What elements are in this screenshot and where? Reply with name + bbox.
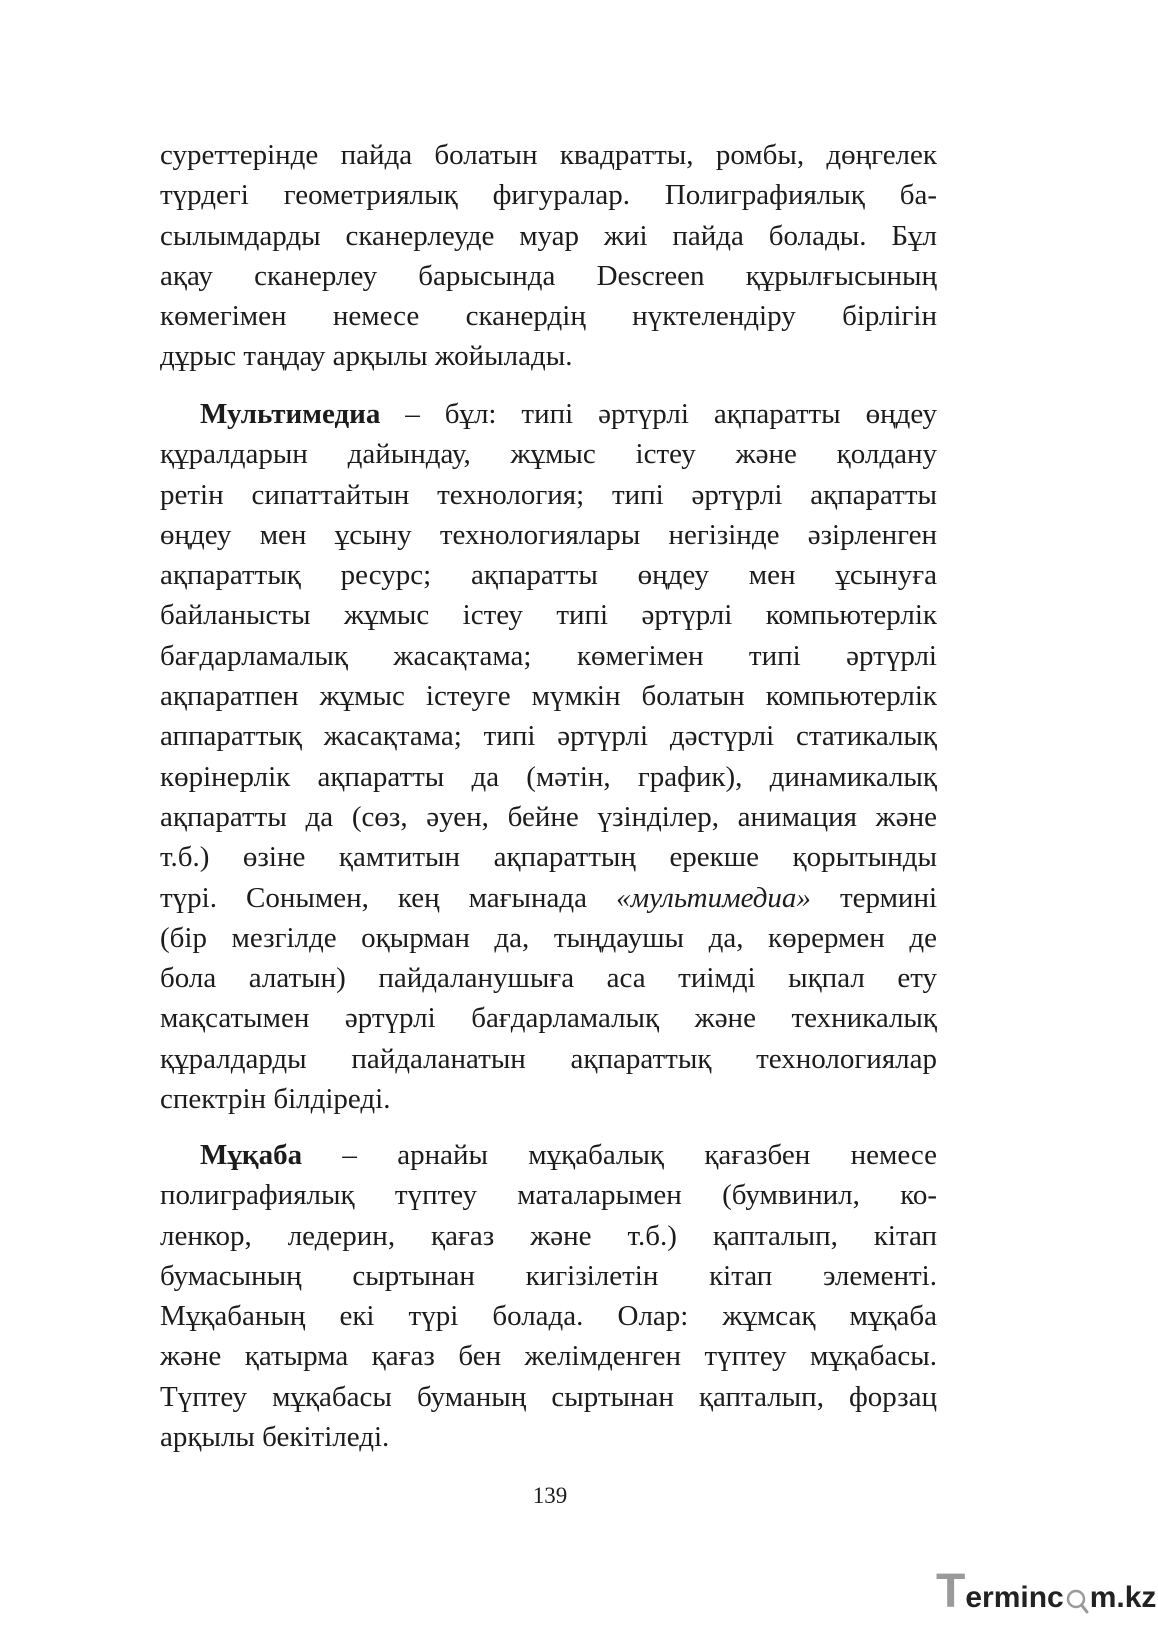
- text-line: ақпараттық ресурс; ақпаратты өңдеу мен ұсынуға: [160, 559, 937, 592]
- text-line: аппараттық жасақтама; типі әртүрлі дәстүрлі статикалық: [160, 720, 937, 753]
- text-line: ленкор, ледерин, қағаз және т.б.) қапталып, кітап: [160, 1219, 937, 1252]
- text-line: көмегімен немесе сканердің нүктелендіру бірлігін: [160, 300, 937, 333]
- text-line: [160, 1135, 937, 1175]
- paragraph-mukaba: [160, 1135, 937, 1457]
- term-mukaba: Мұқаба: [200, 1139, 303, 1171]
- text-line: Түптеу мұқабасы буманың сыртынан қапталып, форзац: [160, 1380, 937, 1413]
- text-line: байланысты жұмыс істеу типі әртүрлі компьютерлік: [160, 599, 937, 632]
- text-line: түрдегі геометриялық фигуралар. Полиграфиялық ба-: [160, 179, 937, 212]
- text-line-rest: – арнайы мұқабалық қағазбен немесе: [342, 1139, 937, 1171]
- text-line: бумасының сыртынан кигізілетін кітап элементі.: [160, 1259, 937, 1292]
- term-multimedia: Мультимедиа: [200, 398, 381, 430]
- text-line: ақпаратты да (сөз, әуен, бейне үзінділер, анимация және: [160, 800, 937, 833]
- text-line: өңдеу мен ұсыну технологиялары негізінде әзірленген: [160, 518, 937, 551]
- magnifier-icon: [1065, 1584, 1089, 1614]
- text-line: құралдарын дайындау, жұмыс істеу және қолдану: [160, 438, 937, 471]
- text-line: көрінерлік ақпаратты да (мәтін, график), динамикалық: [160, 760, 937, 793]
- italic-term: «мультимедиа»: [616, 881, 811, 914]
- text-segment: түрі. Сонымен, кең мағынада: [160, 881, 588, 914]
- text-line: бағдарламалық жасақтама; көмегімен типі әртүрлі: [160, 639, 937, 672]
- watermark-logo: [936, 1565, 1157, 1618]
- text-line: дұрыс таңдау арқылы жойылады.: [160, 340, 573, 373]
- text-line: сылымдарды сканерлеуде муар жиі пайда болады. Бұл: [160, 219, 937, 252]
- text-segment: термині: [839, 881, 937, 914]
- text-line: құралдарды пайдаланатын ақпараттық технологиялар: [160, 1042, 937, 1075]
- text-line: ақпаратпен жұмыс істеуге мүмкін болатын компьютерлік: [160, 680, 937, 713]
- text-line: ретін сипаттайтын технология; типі әртүрлі ақпаратты: [160, 478, 937, 511]
- text-line: спектрін білдіреді.: [160, 1083, 391, 1116]
- watermark-text-end: m.kz: [1089, 1581, 1157, 1614]
- text-line: т.б.) өзіне қамтитын ақпараттың ерекше қорытынды: [160, 841, 937, 874]
- text-line: арқылы бекітіледі.: [160, 1421, 390, 1454]
- text-line: ақау сканерлеу барысында Descreen құрылғысының: [160, 259, 937, 292]
- text-line: (бір мезгілде оқырман да, тыңдаушы да, көрермен де: [160, 921, 937, 954]
- paragraph-muar-continuation: [160, 135, 937, 377]
- text-line: және қатырма қағаз бен желімденген түптеу мұқабасы.: [160, 1340, 937, 1373]
- text-line: [160, 878, 937, 918]
- text-line: [160, 394, 937, 434]
- watermark-initial: T: [936, 1565, 966, 1618]
- text-line-rest: – бұл: типі әртүрлі ақпаратты өңдеу: [405, 398, 937, 430]
- text-line: Мұқабаның екі түрі болада. Олар: жұмсақ мұқаба: [160, 1300, 937, 1333]
- text-line: суреттерінде пайда болатын квадратты, ромбы, дөңгелек: [160, 139, 937, 171]
- watermark-text: erminc: [965, 1581, 1064, 1614]
- paragraph-multimedia: [160, 394, 937, 1119]
- text-line: мақсатымен әртүрлі бағдарламалық және техникалық: [160, 1002, 937, 1035]
- text-line: бола алатын) пайдаланушыға аса тиімді ықпал ету: [160, 962, 937, 995]
- page-number: 139: [532, 1483, 568, 1508]
- text-line: полиграфиялық түптеу маталарымен (бумвинил, ко-: [160, 1179, 937, 1212]
